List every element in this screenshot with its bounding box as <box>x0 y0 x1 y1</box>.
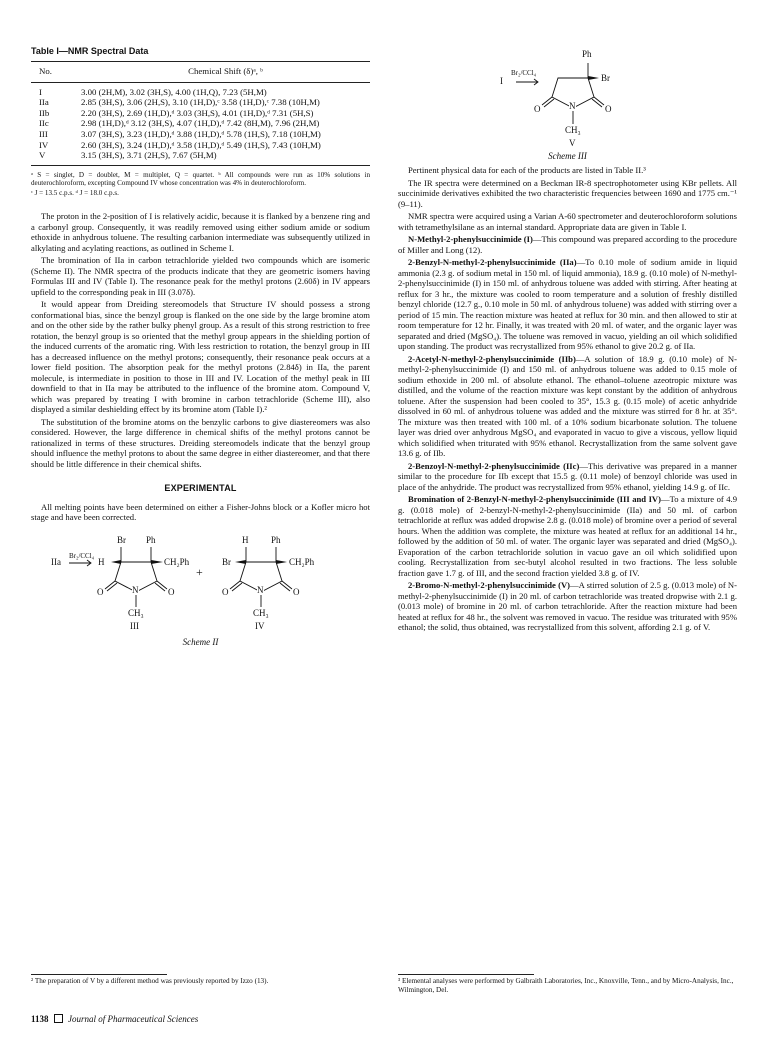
scheme-iii-caption: Scheme III <box>548 151 587 161</box>
scheme-ii-structures <box>31 529 370 633</box>
table-cell-shift: 3.15 (3H,S), 3.71 (2H,S), 7.67 (5H,M) <box>81 150 217 161</box>
atom-label: Br <box>601 73 610 83</box>
box-icon <box>54 1014 63 1023</box>
paragraph: The proton in the 2-position of I is relatively acidic, because it is flanked by a benzene ring and a carbonyl group. Consequently, it was readily removed using either sodium amide or sodium ethoxide in anhydrous toluene. The resulting carbanion intermediate was subsequently utilized in alkylating and acylating reactions, as outlined in Scheme I. <box>31 211 370 253</box>
paragraph <box>398 580 737 633</box>
paragraph <box>398 354 737 459</box>
scheme-ii <box>31 529 370 647</box>
atom-label: O <box>605 104 612 114</box>
paragraph: All melting points have been determined on either a Fisher-Johns block or a Kofler micro hot stage and have been corrected. <box>31 501 370 523</box>
table-cell-compound: IV <box>39 139 49 150</box>
paragraph-text: Pertinent physical data for each of the products are listed in Table II.³ <box>408 165 646 175</box>
atom-label: O <box>293 586 300 597</box>
table-cell-shift: 2.98 (1H,D),ᵈ 3.12 (3H,S), 4.07 (1H,D),ᵈ 7.42 (8H,M), 7.96 (2H,M) <box>81 118 320 129</box>
atom-label: O <box>534 104 541 114</box>
atom-label: CH₃ <box>128 607 144 618</box>
paragraph: The bromination of IIa in carbon tetrachloride yielded two compounds which are isomeric (Scheme II). The NMR spectra of the products indicate that they are geometric isomers having Formulas III and IV (Table I). The resonance peak for the methyl protons (2.60δ) in IV appears upfield to the corresponding peak in III (3.07δ). <box>31 255 370 297</box>
table-cell-compound: IIb <box>39 107 50 118</box>
footnote-rule <box>31 974 167 975</box>
table-cell-compound: IIc <box>39 118 49 129</box>
table-row <box>31 82 370 97</box>
table-cell-shift: 2.85 (3H,S), 3.06 (2H,S), 3.10 (1H,D),ᶜ 3.58 (1H,D),ᶜ 7.38 (10H,M) <box>81 97 320 108</box>
table-cell-shift: 2.20 (3H,S), 2.69 (1H,D),ᵈ 3.03 (3H,S), 4.01 (1H,D),ᵈ 7.31 (5H,S) <box>81 107 314 118</box>
table-bottom-rule <box>31 165 370 166</box>
atom-label: O <box>222 586 229 597</box>
atom-label: CH₂Ph <box>289 556 315 567</box>
journal-name: Journal of Pharmaceutical Sciences <box>68 1014 199 1024</box>
atom-label: CH₃ <box>253 607 269 618</box>
paragraph-text: —To 0.10 mole of sodium amide in liquid ammonia (2.3 g. of sodium metal in 150 ml. of liquid ammonia), 18.9 g. (0.10 mole) of N-methyl-2-phenylsuccinimide (I) in 150 ml. of anhydrous toluene was added with stirring. After heating at reflux for 3 hr., the mixture was cooled to room temperature and a solution of freshly distilled benzyl chloride (12.7 g., 0.10 mole in 50 ml. of anhydrous toluene) was added with stirring over a period of 15 min. The reaction mixture was heated at reflux for 30 min. and then allowed to stir at room temperature for 12 hr. Finally, it was treated with 20 ml. of water, and the organic layer was separated and dried (MgSO₄). The toluene was removed in vacuo, yielding an oil which solidified upon standing. The product was recrystallized from 95% ethanol to give 20.2 g. of IIa. <box>398 257 737 351</box>
scheme-iii <box>398 46 737 161</box>
nmr-table <box>31 62 370 165</box>
table-cell-shift: 2.60 (3H,S), 3.24 (1H,D),ᵈ 3.58 (1H,D),ᵈ 5.49 (1H,S), 7.43 (10H,M) <box>81 139 321 150</box>
paragraph <box>398 178 737 210</box>
paragraph-heading: 2-Benzyl-N-methyl-2-phenylsuccinimide (IIa) <box>408 257 577 267</box>
table-cell-compound: V <box>39 150 46 161</box>
page-number: 1138 <box>31 1014 49 1024</box>
paragraph <box>398 211 737 232</box>
table-cell-shift: 3.07 (3H,S), 3.23 (1H,D),ᵈ 3.88 (1H,D),ᵈ 5.78 (1H,S), 7.18 (10H,M) <box>81 128 321 139</box>
atom-label: Br <box>222 556 231 567</box>
paragraph: The substitution of the bromine atoms on the benzylic carbons to give diastereomers was also considered. However, the large difference in chemical shifts of the methyl protons cannot be rationalized in terms of these structures. Dreiding stereomodels indicate that the benzyl group should influence the methyl protons to about the same degree in either diastereomer, and that there should be little difference in their chemical shifts. <box>31 416 370 469</box>
scheme-ii-caption: Scheme II <box>182 636 219 647</box>
table-cell-compound: IIa <box>39 97 49 108</box>
table-row <box>31 108 370 119</box>
reagent-label: Br₂/CCl₄ <box>511 69 537 77</box>
table-header-row <box>31 62 370 82</box>
paragraph-text: —This derivative was prepared in a manner similar to the procedure for IIb except that 15.5 g. (0.11 mole) of benzoyl chloride was used in place of the anhydride. The product was recrystallized from 95% ethanol, yielding 14.9 g. of IIc. <box>398 460 737 492</box>
paragraph <box>398 257 737 352</box>
atom-label: CH₂Ph <box>164 556 190 567</box>
plus-sign: + <box>196 564 203 579</box>
left-column <box>31 61 370 647</box>
paragraph-text: The IR spectra were determined on a Beckman IR-8 spectrophotometer using KBr pellets. All succinimide derivatives exhibited the two characteristic frequencies between 1690 and 1775 cm.⁻¹ (9–11). <box>398 177 737 209</box>
paragraph-text: —To a mixture of 4.9 g. (0.018 mole) of 2-benzyl-N-methyl-2-phenylsuccinimide (IIa) and 50 ml. of carbon tetrachloride at reflux was added dropwise 2.8 g. (0.018 mole) of bromine over a period of several hours. When the addition was complete, the mixture was heated at reflux for an additional 14 hr., followed by the addition of 50 ml. of water. The organic layer was separated and dried (MgSO₄). Evaporation of the carbon tetrachloride solution in vacuo gave an oil which solidified upon cooling. Recrystallization from sec-butyl alcohol resulted in two fractions. The less soluble fraction gave 1.7 g. of III, and the second fraction yielded 3.8 g. of IV. <box>398 494 738 578</box>
table-cell-compound: I <box>39 86 42 97</box>
table-title: Table I—NMR Spectral Data <box>31 46 149 56</box>
atom-label: H <box>242 534 249 545</box>
table-row <box>31 150 370 165</box>
table-footnote-c: ᶜ J = 13.5 c.p.s. ᵈ J = 18.0 c.p.s. <box>31 189 119 198</box>
atom-label: N <box>132 584 139 595</box>
paragraph <box>398 165 737 176</box>
table-cell-shift: 3.00 (2H,M), 3.02 (3H,S), 4.00 (1H,Q), 7.23 (5H,M) <box>81 86 267 97</box>
reagent-label: Br₂/CCl₄ <box>69 551 95 560</box>
compound-label: V <box>569 138 576 148</box>
atom-label: Ph <box>271 534 281 545</box>
reactant-label: I <box>500 76 503 86</box>
atom-label: H <box>98 556 105 567</box>
footnote-right: ³ Elemental analyses were performed by Galbraith Laboratories, Inc., Knoxville, Tenn., and by Micro-Analysis, Inc., Wilmington, Del. <box>398 977 734 994</box>
atom-label: Ph <box>582 49 592 59</box>
table-header-no: No. <box>31 62 81 82</box>
table-row <box>31 129 370 140</box>
paragraph-heading: Bromination of 2-Benzyl-N-methyl-2-phenylsuccinimide (III and IV) <box>408 494 661 504</box>
compound-label: III <box>130 620 139 631</box>
atom-label: Br <box>117 534 126 545</box>
table-row <box>31 118 370 129</box>
table-row <box>31 97 370 108</box>
compound-label: IV <box>255 620 265 631</box>
paragraph <box>398 234 737 255</box>
table-row <box>31 140 370 151</box>
footnote-left: ² The preparation of V by a different method was previously reported by Izzo (13). <box>31 977 269 985</box>
atom-label: N <box>569 101 576 111</box>
paragraph-heading: 2-Bromo-N-methyl-2-phenylsuccinimide (V) <box>408 580 571 590</box>
paragraph: It would appear from Dreiding stereomodels that Structure IV should possess a strong conformational bias, since the benzyl group is flanked on the one side by the large bromine atom and on the other side by the rather bulky phenyl group. As a result of this strong restriction to free rotation, the benzyl group is so oriented that the methyl group appears in the shielding portion of the induced currents of the aromatic ring. With less restriction to rotation, the benzyl group in III has a decreased influence on the methyl protons; consequently, their resonance peak occurs at a lower field position. The absorption peak for the methyl protons (2.84δ) in IIa, the parent molecule, is intermediate in position to those in III and IV. Location of the methyl peak in III downfield to that in IIa may be attributed to the influence of the bromine atom. Compound V, which was prepared by treating I with bromine in carbon tetrachloride (Scheme III), also displayed a similar deshielding effect by its bromine atom (Table I).² <box>31 299 370 415</box>
atom-label: Ph <box>146 534 156 545</box>
footnote-rule <box>398 974 534 975</box>
right-column <box>398 165 737 635</box>
paragraph-heading: 2-Benzoyl-N-methyl-2-phenylsuccinimide (IIc) <box>408 460 580 471</box>
table-cell-compound: III <box>39 128 48 139</box>
atom-label: N <box>257 584 264 595</box>
paragraph-text: NMR spectra were acquired using a Varian A-60 spectrometer and deuterochloroform solutions with tetramethylsilane as an internal standard. Appropriate data are given in Table I. <box>398 211 737 232</box>
paragraph-text: —This compound was prepared according to the procedure of Miller and Long (12). <box>398 234 737 255</box>
experimental-heading: EXPERIMENTAL <box>164 483 237 494</box>
paragraph <box>398 461 737 493</box>
paragraph-text: —A solution of 18.9 g. (0.10 mole) of N-methyl-2-phenylsuccinimide (I) and 150 ml. of anhydrous toluene was added to 0.15 mole of sodium ethoxide in 200 ml. of absolute ethanol. The ethanol–toluene azeotropic mixture was distilled, and the volume of the reaction mixture was kept constant by the addition of anhydrous toluene. After the suspension had been cooled to 35°, 15.3 g. (0.15 mole) of acetic anhydride dissolved in 60 ml. of anhydrous toluene was added and the mixture was stirred for 8 hr. at 35°. The mixture was then treated with 100 ml. of a 10% sodium bicarbonate solution. The toluene layer was dried over anhydrous MgSO₄ and evaporated in vacuo to give a viscous, yellow liquid which solidified when triturated with 95% ethanol. Recrystallization from the same solvent gave 13.6 g. of IIb. <box>398 353 737 458</box>
table-footnote-a: ᵃ S = singlet, D = doublet, M = multiplet, Q = quartet. ᵇ All compounds were run as 10% solutions in deuterochloroform, excepting Compound IV whose concentration was 4% in deuterochloroform. <box>31 170 370 187</box>
paragraph <box>398 494 737 578</box>
page-footer <box>31 1014 198 1024</box>
table-header-shift: Chemical Shift (δ)ᵃ, ᵇ <box>81 62 370 82</box>
paragraph-heading: N-Methyl-2-phenylsuccinimide (I) <box>408 234 533 244</box>
paragraph-text: —A stirred solution of 2.5 g. (0.013 mole) of N-methyl-2-phenylsuccinimide (I) in 20 ml. of carbon tetrachloride was treated dropwise with 2.1 g. (0.013 mole) of bromine in 20 ml. of carbon tetrachloride. After the reaction mixture had been heated at reflux for 48 hr., the solvent was removed in vacuo. The residue was triturated with 95% ethanol; the solid, thus obtained, was recrystallized from this solvent, affording 2.1 g. of V. <box>398 580 737 632</box>
atom-label: CH₃ <box>565 125 581 135</box>
atom-label: O <box>168 586 175 597</box>
paragraph-heading: 2-Acetyl-N-methyl-2-phenylsuccinimide (IIb) <box>408 353 576 364</box>
reactant-label: IIa <box>51 556 61 567</box>
atom-label: O <box>97 586 104 597</box>
